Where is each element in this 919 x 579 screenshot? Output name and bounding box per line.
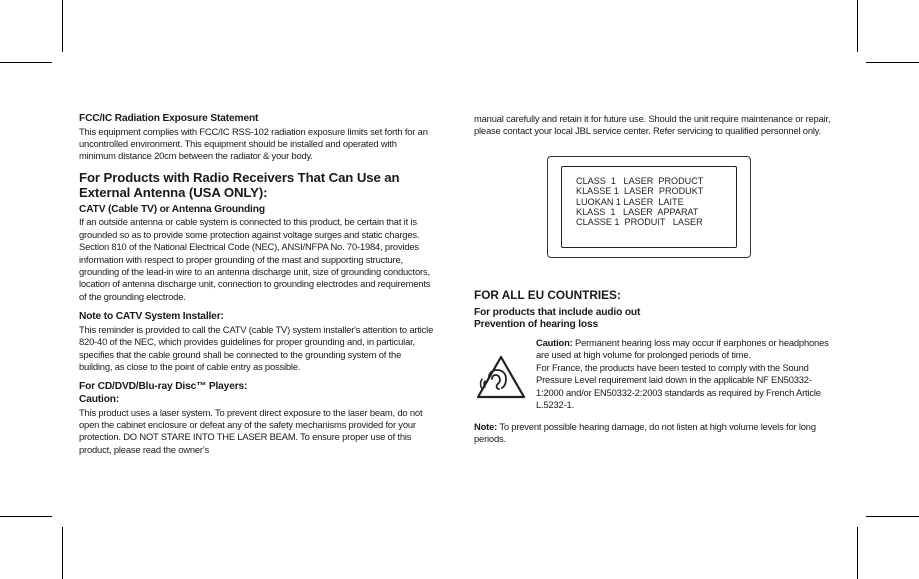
crop-mark [0,62,52,63]
laser-label-frame [561,166,737,248]
crop-mark [62,0,63,52]
hearing-heading: Prevention of hearing loss [474,319,599,331]
crop-mark [0,516,52,517]
left-column [79,113,435,456]
players-heading: For CD/DVD/Blu-ray Disc™ Players: [79,381,248,393]
crop-mark [62,527,63,579]
caution-body: Permanent hearing loss may occur if earphones or headphones are used at high volume for prolonged periods of time. [536,337,829,361]
continued-body: manual carefully and retain it for future use. Should the unit require maintenance or repair, please contact your local JBL service center. Refer servicing to qualified personnel only. [474,113,831,137]
audio-heading: For products that include audio out [474,306,641,318]
hearing-caution-text [536,337,836,411]
crop-mark [857,0,858,52]
france-body: For France, the products have been tested to comply with the Sound Pressure Level requirement laid down in the applicable NF EN50332-1:2000 and/or EN50332-2:2003 standards as required by French Article L.5232-1. [536,361,821,411]
installer-body: This reminder is provided to call the CATV (cable TV) system installer's attention to article 820-40 of the NEC, which provides guidelines for proper grounding and, in particular, specifies that the cable ground shall be connected to the grounding system of the building, as close to the point of cable entry as possible. [79,323,434,373]
crop-mark [866,516,919,517]
caution-label: Caution: [536,337,573,348]
hearing-warning-icon [476,355,526,399]
laser-label-text: CLASS 1 LASER PRODUCT KLASSE 1 LASER PRODUKT LUOKAN 1 LASER LAITE KLASS 1 LASER APPARAT CLASSE 1 PRODUIT LASER [576,175,704,228]
players-caution-heading: Caution: [79,394,120,406]
installer-heading: Note to CATV System Installer: [79,311,224,323]
crop-mark [866,62,919,63]
note-label: Note: [474,421,498,432]
right-column [474,113,834,446]
hearing-caution-paragraph [536,337,836,362]
note-paragraph [474,421,834,446]
eu-heading: FOR ALL EU COUNTRIES: [474,287,621,302]
players-body: This product uses a laser system. To prevent direct exposure to the laser beam, do not open the cabinet enclosure or defeat any of the safety mechanisms provided for your protection. DO NOT STARE INTO THE LASER BEAM. To ensure proper use of this product, please read the owner's [79,406,423,455]
fcc-heading: FCC/IC Radiation Exposure Statement [79,113,259,124]
laser-product-label [547,156,751,258]
catv-heading: CATV (Cable TV) or Antenna Grounding [79,203,265,215]
fcc-body: This equipment complies with FCC/IC RSS-102 radiation exposure limits set forth for an uncontrolled environment. This equipment should be installed and operated with minimum distance 20cm between the radiator & your body. [79,125,428,162]
receivers-heading: For Products with Radio Receivers That Can Use an External Antenna (USA ONLY): [79,169,400,200]
hearing-caution-block [474,337,834,415]
catv-body: If an outside antenna or cable system is connected to this product, be certain that it is grounded so as to provide some protection against voltage surges and static charges. Section 810 of the National Electrical Code (NEC), ANSI/NFPA No. 70-1984, provides information with respect to proper grounding of the mast and supporting structure, grounding of the lead-in wire to an antenna discharge unit, size of grounding conductors, location of antenna discharge unit, connection to grounding electrodes and requirements of the grounding electrode. [79,216,431,302]
note-body: To prevent possible hearing damage, do not listen at high volume levels for long periods. [474,421,816,445]
crop-mark [857,527,858,579]
